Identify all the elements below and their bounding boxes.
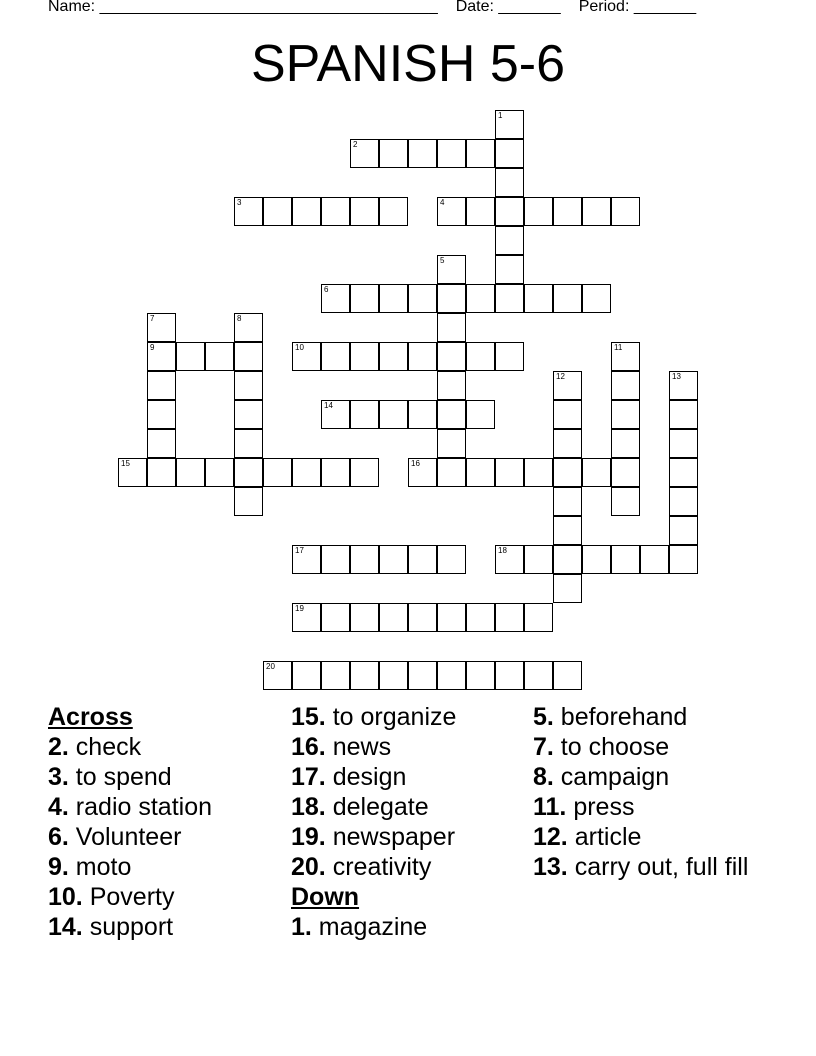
grid-cell[interactable]: [669, 429, 698, 458]
grid-cell[interactable]: [350, 603, 379, 632]
grid-cell[interactable]: [408, 284, 437, 313]
clue-item: [48, 852, 283, 882]
grid-cell[interactable]: [408, 545, 437, 574]
clue-item-text: check: [68, 733, 142, 761]
grid-cell[interactable]: [495, 603, 524, 632]
clue-item-text: creativity: [325, 853, 432, 881]
grid-cell[interactable]: [379, 661, 408, 690]
clue-item-text: to spend: [68, 763, 172, 791]
grid-cell[interactable]: [524, 603, 553, 632]
grid-cell[interactable]: [321, 342, 350, 371]
grid-cell[interactable]: [350, 661, 379, 690]
grid-cell[interactable]: [350, 458, 379, 487]
grid-cell[interactable]: [466, 284, 495, 313]
grid-cell[interactable]: [466, 661, 495, 690]
clue-item: [533, 702, 768, 732]
clue-number: 11: [614, 343, 623, 352]
clue-item-text: beforehand: [553, 703, 688, 731]
clue-number: 3: [237, 198, 242, 207]
clue-item: [48, 882, 283, 912]
clue-item-number: 3.: [48, 763, 69, 791]
grid-cell[interactable]: [350, 197, 379, 226]
down-clue-list: [291, 912, 526, 942]
clue-number: 15: [121, 459, 130, 468]
grid-cell[interactable]: [292, 603, 321, 632]
clue-number: 18: [498, 546, 507, 555]
grid-cell[interactable]: [379, 197, 408, 226]
clue-item-number: 10.: [48, 883, 83, 911]
grid-cell[interactable]: [553, 284, 582, 313]
grid-cell[interactable]: [669, 371, 698, 400]
grid-cell[interactable]: [234, 429, 263, 458]
clue-item-number: 6.: [48, 823, 69, 851]
grid-cell[interactable]: [234, 371, 263, 400]
grid-cell[interactable]: [495, 139, 524, 168]
clue-item-text: to organize: [325, 703, 457, 731]
grid-cell[interactable]: [321, 661, 350, 690]
grid-cell[interactable]: [553, 574, 582, 603]
clue-item: [48, 822, 283, 852]
clue-item-text: carry out, full fill: [567, 853, 749, 881]
grid-cell[interactable]: [408, 400, 437, 429]
clue-item-text: Volunteer: [68, 823, 182, 851]
grid-cell[interactable]: [553, 197, 582, 226]
grid-cell[interactable]: [147, 458, 176, 487]
grid-cell[interactable]: [379, 284, 408, 313]
grid-cell[interactable]: [379, 400, 408, 429]
clue-number: 7: [150, 314, 155, 323]
clue-item-number: 15.: [291, 703, 326, 731]
grid-cell[interactable]: [495, 110, 524, 139]
clue-item-text: article: [567, 823, 642, 851]
grid-cell[interactable]: [292, 197, 321, 226]
grid-cell[interactable]: [350, 400, 379, 429]
clue-item: [48, 762, 283, 792]
clue-item-text: press: [566, 793, 635, 821]
clue-number: 20: [266, 662, 275, 671]
grid-cell[interactable]: [611, 429, 640, 458]
grid-cell[interactable]: [582, 284, 611, 313]
grid-cell[interactable]: [669, 545, 698, 574]
grid-cell[interactable]: [234, 400, 263, 429]
clue-number: 9: [150, 343, 155, 352]
grid-cell[interactable]: [466, 458, 495, 487]
clue-item: [48, 912, 283, 942]
down-clue-list-continued: [533, 702, 768, 882]
clue-item-number: 7.: [533, 733, 554, 761]
clue-item-number: 5.: [533, 703, 554, 731]
grid-cell[interactable]: [495, 661, 524, 690]
clue-item-text: delegate: [325, 793, 429, 821]
clue-item-text: to choose: [553, 733, 670, 761]
period-field[interactable]: Period: _______: [578, 0, 697, 15]
clue-item-number: 16.: [291, 733, 326, 761]
grid-cell[interactable]: [437, 284, 466, 313]
grid-cell[interactable]: [350, 342, 379, 371]
clue-item-text: news: [325, 733, 392, 761]
grid-cell[interactable]: [408, 603, 437, 632]
clue-item: [533, 762, 768, 792]
grid-cell[interactable]: [669, 516, 698, 545]
grid-cell[interactable]: [466, 342, 495, 371]
grid-cell[interactable]: [466, 603, 495, 632]
clue-number: 12: [556, 372, 565, 381]
grid-cell[interactable]: [466, 139, 495, 168]
grid-cell[interactable]: [437, 603, 466, 632]
clue-item: [291, 762, 526, 792]
grid-cell[interactable]: [495, 342, 524, 371]
grid-cell[interactable]: [524, 458, 553, 487]
clue-item-number: 13.: [533, 853, 568, 881]
clue-item-text: magazine: [311, 913, 428, 941]
clue-number: 1: [498, 111, 503, 120]
grid-cell[interactable]: [437, 371, 466, 400]
clue-number: 19: [295, 604, 304, 613]
across-heading: Across: [48, 703, 133, 731]
grid-cell[interactable]: [234, 313, 263, 342]
grid-cell[interactable]: [147, 313, 176, 342]
clues-column-3: [533, 702, 768, 882]
clue-item-text: campaign: [553, 763, 670, 791]
grid-cell[interactable]: [350, 284, 379, 313]
grid-cell[interactable]: [437, 139, 466, 168]
grid-cell[interactable]: [234, 487, 263, 516]
clue-item-text: design: [325, 763, 407, 791]
down-heading: Down: [291, 883, 360, 911]
clue-number: 5: [440, 256, 445, 265]
clue-number: 6: [324, 285, 329, 294]
grid-cell[interactable]: [611, 342, 640, 371]
clue-item-number: 14.: [48, 913, 83, 941]
clue-item-number: 20.: [291, 853, 326, 881]
grid-cell[interactable]: [437, 342, 466, 371]
across-clue-list: [48, 732, 283, 942]
clue-item-number: 17.: [291, 763, 326, 791]
grid-cell[interactable]: [118, 458, 147, 487]
grid-cell[interactable]: [176, 342, 205, 371]
grid-cell[interactable]: [495, 168, 524, 197]
grid-cell[interactable]: [582, 458, 611, 487]
clue-item: [48, 732, 283, 762]
clue-item-number: 11.: [533, 793, 567, 821]
clue-item: [533, 822, 768, 852]
grid-cell[interactable]: [147, 429, 176, 458]
grid-cell[interactable]: [437, 545, 466, 574]
clue-item: [291, 732, 526, 762]
grid-cell[interactable]: [321, 458, 350, 487]
grid-cell[interactable]: [437, 400, 466, 429]
grid-cell[interactable]: [524, 284, 553, 313]
clue-item-number: 18.: [291, 793, 326, 821]
clue-item-number: 19.: [291, 823, 326, 851]
grid-cell[interactable]: [321, 284, 350, 313]
clue-item-number: 12.: [533, 823, 568, 851]
grid-cell[interactable]: [147, 400, 176, 429]
grid-cell[interactable]: [466, 197, 495, 226]
grid-cell[interactable]: [640, 545, 669, 574]
clue-item: [291, 852, 526, 882]
grid-cell[interactable]: [205, 342, 234, 371]
clue-item-text: newspaper: [325, 823, 456, 851]
grid-cell[interactable]: [553, 371, 582, 400]
grid-cell[interactable]: [176, 458, 205, 487]
grid-cell[interactable]: [292, 458, 321, 487]
grid-cell[interactable]: [437, 313, 466, 342]
grid-cell[interactable]: [495, 255, 524, 284]
clue-item: [533, 732, 768, 762]
clue-number: 2: [353, 140, 358, 149]
clue-item-number: 2.: [48, 733, 69, 761]
page-title: SPANISH 5-6: [250, 35, 566, 93]
clue-item: [291, 792, 526, 822]
grid-cell[interactable]: [234, 458, 263, 487]
clue-item: [291, 702, 526, 732]
grid-cell[interactable]: [408, 661, 437, 690]
grid-cell[interactable]: [611, 371, 640, 400]
grid-cell[interactable]: [495, 284, 524, 313]
clue-number: 10: [295, 343, 304, 352]
grid-cell[interactable]: [350, 545, 379, 574]
grid-cell[interactable]: [292, 661, 321, 690]
clue-number: 14: [324, 401, 333, 410]
grid-cell[interactable]: [147, 371, 176, 400]
grid-cell[interactable]: [669, 487, 698, 516]
grid-cell[interactable]: [379, 342, 408, 371]
grid-cell[interactable]: [205, 458, 234, 487]
grid-cell[interactable]: [263, 661, 292, 690]
clue-item-text: moto: [68, 853, 132, 881]
date-field[interactable]: Date: _______: [455, 0, 561, 15]
grid-cell[interactable]: [379, 603, 408, 632]
grid-cell[interactable]: [321, 545, 350, 574]
grid-cell[interactable]: [379, 139, 408, 168]
clue-item: [533, 792, 768, 822]
grid-cell[interactable]: [408, 139, 437, 168]
grid-cell[interactable]: [553, 400, 582, 429]
grid-cell[interactable]: [408, 458, 437, 487]
clue-item-number: 8.: [533, 763, 554, 791]
clue-item-text: Poverty: [82, 883, 175, 911]
grid-cell[interactable]: [582, 197, 611, 226]
clue-number: 8: [237, 314, 242, 323]
grid-cell[interactable]: [292, 545, 321, 574]
grid-cell[interactable]: [437, 255, 466, 284]
header: [48, 0, 714, 16]
grid-cell[interactable]: [669, 458, 698, 487]
grid-cell[interactable]: [553, 458, 582, 487]
grid-cell[interactable]: [611, 400, 640, 429]
grid-cell[interactable]: [379, 545, 408, 574]
clue-item-number: 9.: [48, 853, 69, 881]
clue-item-number: 1.: [291, 913, 312, 941]
grid-cell[interactable]: [553, 487, 582, 516]
grid-cell[interactable]: [669, 400, 698, 429]
grid-cell[interactable]: [495, 226, 524, 255]
clue-item-text: radio station: [68, 793, 212, 821]
grid-cell[interactable]: [524, 545, 553, 574]
grid-cell[interactable]: [524, 661, 553, 690]
grid-cell[interactable]: [437, 458, 466, 487]
grid-cell[interactable]: [495, 458, 524, 487]
grid-cell[interactable]: [408, 342, 437, 371]
name-field[interactable]: Name: ______________________________________: [48, 0, 438, 15]
grid-cell[interactable]: [263, 197, 292, 226]
clue-item: [533, 852, 768, 882]
clue-number: 16: [411, 459, 420, 468]
grid-cell[interactable]: [466, 400, 495, 429]
grid-cell[interactable]: [611, 197, 640, 226]
clue-number: 13: [672, 372, 681, 381]
grid-cell[interactable]: [234, 342, 263, 371]
clue-item: [291, 822, 526, 852]
grid-cell[interactable]: [495, 545, 524, 574]
grid-cell[interactable]: [147, 342, 176, 371]
grid-cell[interactable]: [553, 545, 582, 574]
clue-number: 17: [295, 546, 304, 555]
grid-cell[interactable]: [553, 661, 582, 690]
across-clue-list-continued: [291, 702, 526, 882]
grid-cell[interactable]: [524, 197, 553, 226]
clues-column-2: [291, 702, 526, 942]
grid-cell[interactable]: [437, 429, 466, 458]
grid-cell[interactable]: [321, 400, 350, 429]
grid-cell[interactable]: [350, 139, 379, 168]
grid-cell[interactable]: [437, 661, 466, 690]
clue-item-text: support: [82, 913, 174, 941]
clue-item: [48, 792, 283, 822]
grid-cell[interactable]: [611, 487, 640, 516]
clues-column-1: [48, 702, 283, 942]
grid-cell[interactable]: [321, 197, 350, 226]
grid-cell[interactable]: [495, 197, 524, 226]
grid-cell[interactable]: [611, 545, 640, 574]
grid-cell[interactable]: [263, 458, 292, 487]
grid-cell[interactable]: [437, 197, 466, 226]
grid-cell[interactable]: [292, 342, 321, 371]
clue-item-number: 4.: [48, 793, 69, 821]
grid-cell[interactable]: [321, 603, 350, 632]
grid-cell[interactable]: [611, 458, 640, 487]
grid-cell[interactable]: [582, 545, 611, 574]
grid-cell[interactable]: [234, 197, 263, 226]
clue-number: 4: [440, 198, 445, 207]
clue-item: [291, 912, 526, 942]
grid-cell[interactable]: [553, 429, 582, 458]
grid-cell[interactable]: [553, 516, 582, 545]
